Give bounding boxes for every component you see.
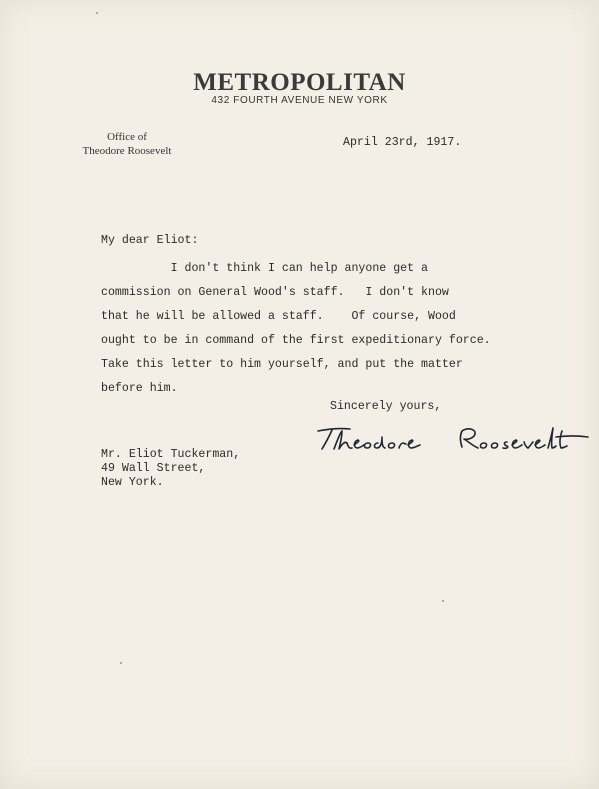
body-line-3: that he will be allowed a staff. Of course, Wood	[101, 310, 456, 323]
salutation: My dear Eliot:	[101, 234, 199, 247]
letter-date: April 23rd, 1917.	[343, 136, 462, 149]
recipient-line-2: 49 Wall Street,	[101, 462, 206, 475]
paper-speck	[96, 12, 98, 14]
body-line-1: I don't think I can help anyone get a	[101, 262, 428, 275]
body-line-2: commission on General Wood's staff. I don't know	[101, 286, 449, 299]
office-line-1: Office of	[107, 131, 147, 143]
recipient-line-3: New York.	[101, 476, 164, 489]
body-line-5: Take this letter to him yourself, and put the matter	[101, 358, 463, 371]
office-block	[27, 130, 227, 158]
body-line-4: ought to be in command of the first expeditionary force.	[101, 334, 491, 347]
letterhead-address: 432 FOURTH AVENUE NEW YORK	[211, 95, 388, 106]
letterhead-title: METROPOLITAN	[193, 69, 406, 96]
paper-speck	[120, 662, 122, 664]
closing: Sincerely yours,	[330, 400, 442, 413]
office-line-2: Theodore Roosevelt	[82, 145, 172, 157]
paper-speck	[442, 600, 444, 602]
recipient-line-1: Mr. Eliot Tuckerman,	[101, 448, 241, 461]
signature	[312, 419, 594, 459]
body-line-6: before him.	[101, 382, 178, 395]
